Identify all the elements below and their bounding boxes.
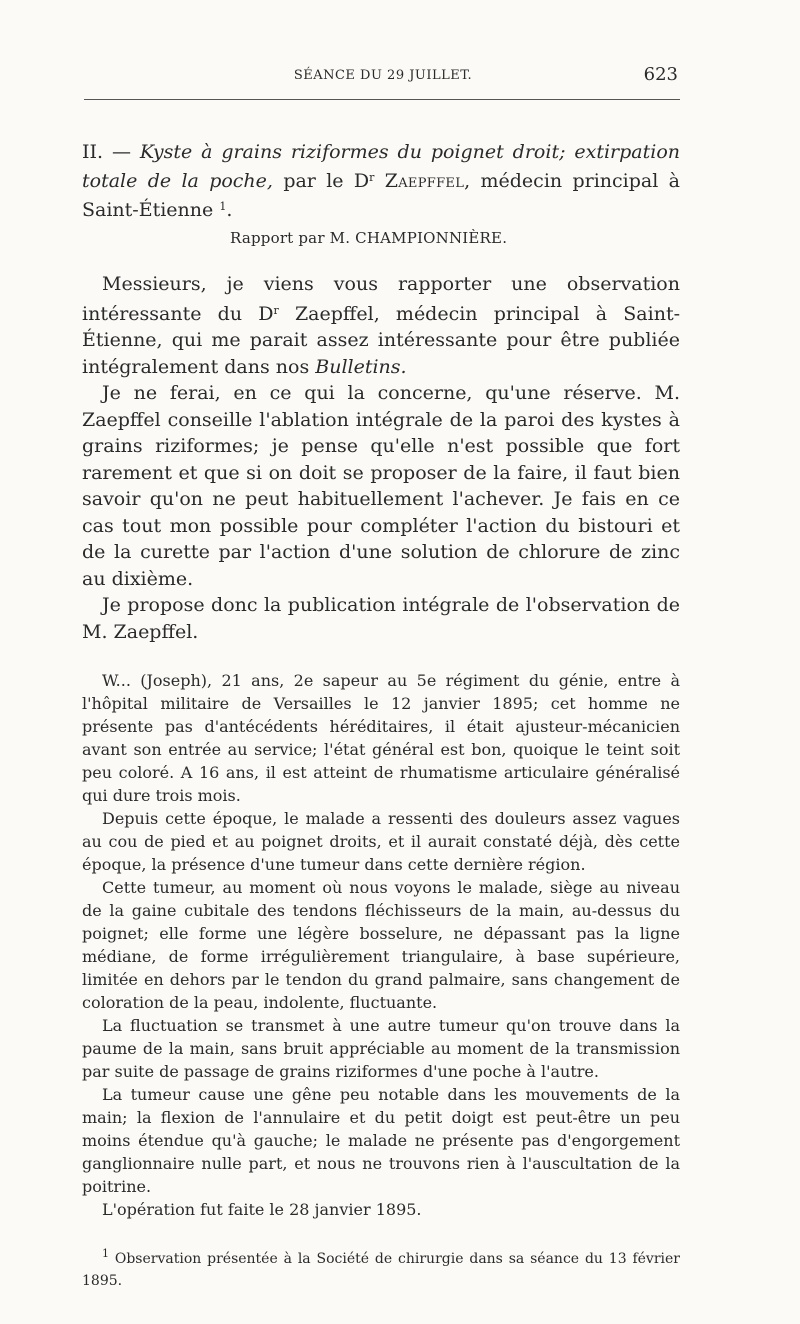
header-rule [84, 99, 680, 100]
observation-body [82, 669, 680, 1221]
page-header [84, 62, 682, 90]
report-body [82, 271, 680, 645]
report-paragraph-2: Je ne ferai, en ce qui la concerne, qu'une réserve. M. Zaepffel conseille l'ablation intégrale de la paroi des kystes à grains riziformes; je pense qu'elle n'est possible que fort rarement et que si on doit se proposer de la faire, il faut bien savoir qu'on ne peut habituellement l'achever. Je fais en ce cas tout mon possible pour compléter l'action du bistouri et de la curette par l'action d'une solution de chlorure de zinc au dixième. [82, 382, 680, 590]
title-footnote-mark: 1 [219, 200, 227, 213]
title-by: par le D [283, 170, 370, 192]
footnote-mark: 1 [102, 1247, 109, 1260]
report-p1-text-2: Zaepffel, médecin principal à Saint-Étienne, qui me parait assez intéressante pour être publiée intégralement dans nos [82, 302, 680, 378]
page-number: 623 [643, 64, 678, 85]
observation-paragraph-4: La fluctuation se transmet à une autre tumeur qu'on trouve dans la paume de la main, sans bruit appréciable au moment de la transmission par suite de passage de grains riziformes d'une poche à l'autre. [82, 1016, 680, 1081]
running-head: SÉANCE DU 29 JUILLET. [293, 68, 473, 83]
observation-paragraph-6: L'opération fut faite le 28 janvier 1895. [102, 1200, 422, 1219]
page-content [82, 140, 680, 1292]
report-line: Rapport par M. CHAMPIONNIÈRE. [230, 229, 508, 247]
report-p1-text: Messieurs, je viens vous rapporter une observation intéressante du D [82, 273, 680, 325]
observation-paragraph-5: La tumeur cause une gêne peu notable dans les mouvements de la main; la flexion de l'annulaire et du petit doigt est peut-être un peu moins étendue qu'à gauche; le malade ne présente pas d'engorgement ganglionnaire nulle part, et nous ne trouvons rien à l'auscultation de la poitrine. [82, 1085, 680, 1196]
title-numeral: II. — [82, 141, 131, 163]
title-italic: Kyste à grains riziformes du poignet droit; extirpation totale de la poche, [82, 141, 681, 192]
report-p1-sup: r [273, 303, 279, 317]
title-dr-sup: r [369, 171, 375, 184]
title-author: Zaepffel [384, 170, 465, 192]
article-title [82, 140, 680, 223]
title-end: . [226, 199, 233, 221]
observation-paragraph-3: Cette tumeur, au moment où nous voyons le malade, siège au niveau de la gaine cubitale des tendons fléchisseurs de la main, au-dessus du poignet; elle forme une légère bosselure, ne dépassant pas la ligne médiane, de forme irrégulièrement triangulaire, à base supérieure, limitée en dehors par le tendon du grand palmaire, sans changement de coloration de la peau, indolente, fluctuante. [82, 878, 680, 1012]
report-p1-italic: Bulletins. [315, 355, 407, 378]
report-paragraph-3: Je propose donc la publication intégrale de l'observation de M. Zaepffel. [82, 594, 680, 643]
observation-paragraph-2: Depuis cette époque, le malade a ressenti des douleurs assez vagues au cou de pied et au poignet droits, et il aurait constaté déjà, dès cette époque, la présence d'une tumeur dans cette dernière région. [82, 809, 680, 874]
title-rest: , médecin principal à Saint-Étienne [82, 170, 680, 221]
observation-paragraph-1: W... (Joseph), 21 ans, 2e sapeur au 5e régiment du génie, entre à l'hôpital militaire de Versailles le 12 janvier 1895; cet homme ne présente pas d'antécédents héréditaires, il était ajusteur-mécanicien avant son entrée au service; l'état général est bon, quoique le teint soit peu coloré. A 16 ans, il est atteint de rhumatisme articulaire généralisé qui dure trois mois. [82, 671, 680, 805]
report-paragraph-1 [82, 271, 680, 380]
footnote-text: Observation présentée à la Société de chirurgie dans sa séance du 13 février 1895. [82, 1251, 680, 1289]
footnote [82, 1243, 680, 1292]
